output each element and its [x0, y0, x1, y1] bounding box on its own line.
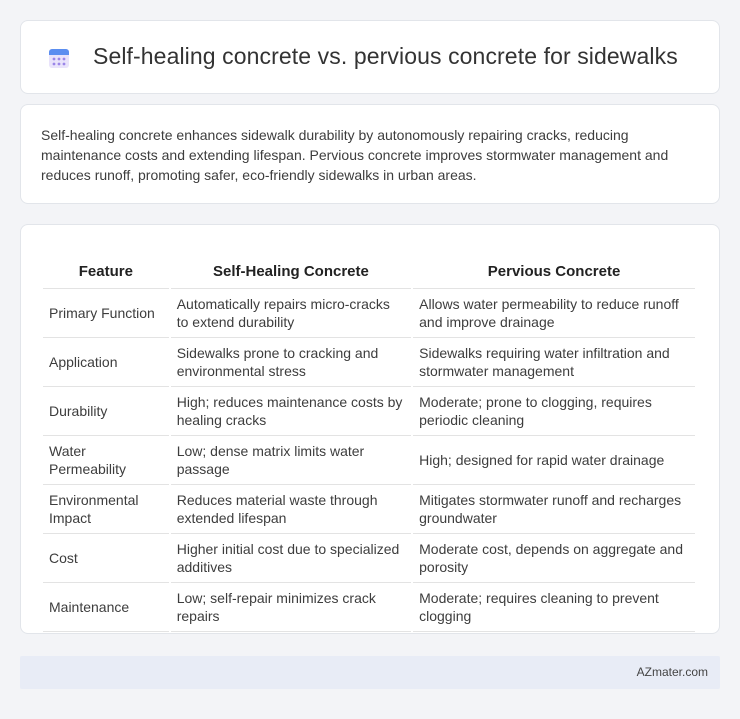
row-pervious: High; designed for rapid water drainage [413, 436, 695, 485]
intro-text: Self-healing concrete enhances sidewalk durability by autonomously repairing cracks, reducing maintenance costs and extending lifespan. Pervious concrete improves stormwater management and reduces runoff, promoting safer, eco-friendly sidewalks in urban areas. [41, 127, 669, 183]
page-title: Self-healing concrete vs. pervious concrete for sidewalks [93, 43, 678, 69]
footer-brand: AZmater.com [636, 665, 708, 679]
row-feature: Maintenance [43, 583, 169, 632]
comparison-card [20, 224, 720, 634]
row-pervious: Moderate; prone to clogging, requires periodic cleaning [413, 387, 695, 436]
row-feature: Environmental Impact [43, 485, 169, 534]
row-feature: Primary Function [43, 289, 169, 338]
row-pervious: Allows water permeability to reduce runoff and improve drainage [413, 289, 695, 338]
row-feature: Cost [43, 534, 169, 583]
row-feature: Application [43, 338, 169, 387]
table-row [43, 436, 695, 485]
table-row [43, 387, 695, 436]
table-row [43, 289, 695, 338]
table-row [43, 583, 695, 632]
row-pervious: Moderate cost, depends on aggregate and porosity [413, 534, 695, 583]
intro-card [20, 104, 720, 204]
row-pervious: Moderate; requires cleaning to prevent clogging [413, 583, 695, 632]
row-self-healing: Sidewalks prone to cracking and environmental stress [171, 338, 411, 387]
row-self-healing: Automatically repairs micro-cracks to extend durability [171, 289, 411, 338]
header-pervious: Pervious Concrete [413, 245, 695, 289]
row-self-healing: High; reduces maintenance costs by healing cracks [171, 387, 411, 436]
header-feature: Feature [43, 245, 169, 289]
row-self-healing: Higher initial cost due to specialized additives [171, 534, 411, 583]
header-self-healing: Self-Healing Concrete [171, 245, 411, 289]
table-row [43, 338, 695, 387]
row-feature: Water Permeability [43, 436, 169, 485]
table-header-row [43, 245, 695, 289]
row-self-healing: Reduces material waste through extended lifespan [171, 485, 411, 534]
row-self-healing: Low; self-repair minimizes crack repairs [171, 583, 411, 632]
row-pervious: Mitigates stormwater runoff and recharges groundwater [413, 485, 695, 534]
title-card [20, 20, 720, 94]
footer-bar [20, 656, 720, 689]
comparison-table [41, 245, 697, 632]
row-feature: Durability [43, 387, 169, 436]
row-pervious: Sidewalks requiring water infiltration and stormwater management [413, 338, 695, 387]
table-row [43, 485, 695, 534]
row-self-healing: Low; dense matrix limits water passage [171, 436, 411, 485]
calendar-icon [47, 46, 71, 70]
table-row [43, 534, 695, 583]
